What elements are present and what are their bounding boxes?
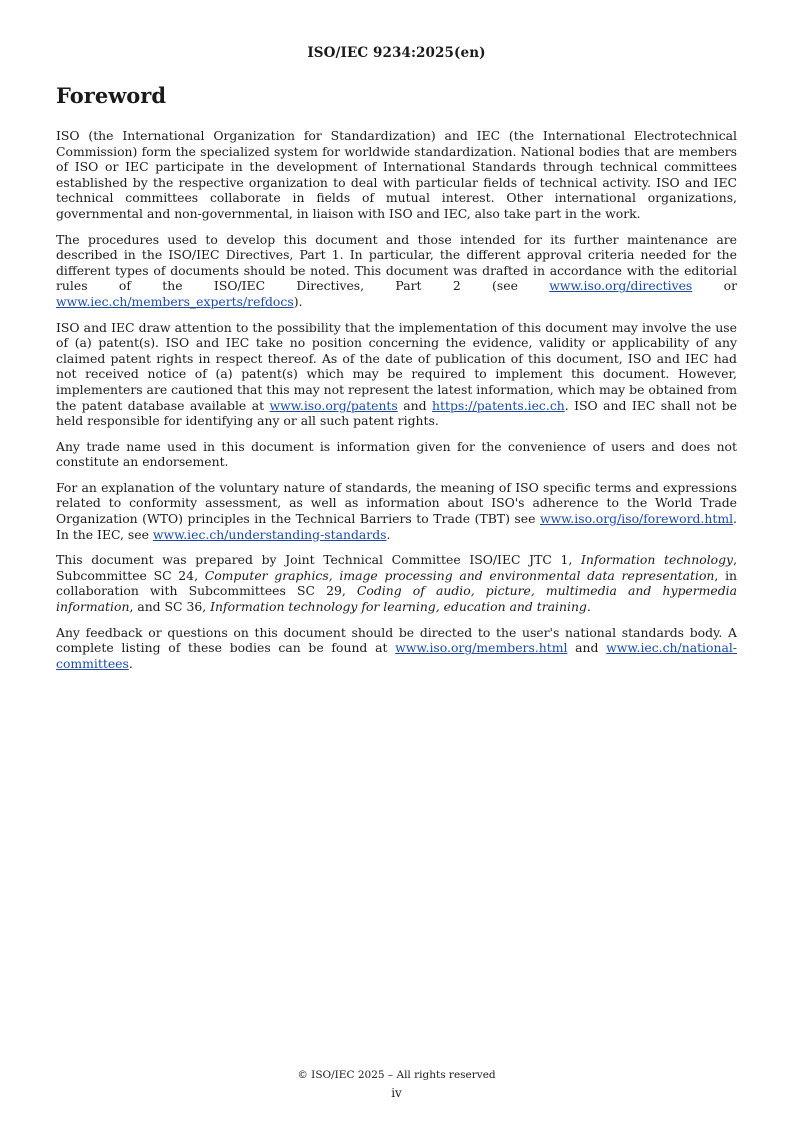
text-span: This document was prepared by Joint Technical Committee ISO/IEC JTC 1, (56, 552, 581, 568)
link-iso-foreword[interactable]: www.iso.org/iso/foreword.html (539, 511, 734, 527)
text-span: The procedures used to develop this document and those intended for its further maintenance are described in the ISO/IEC Directives, Part 1. In particular, the different approval criteria needed for the different types of documents should be noted. This document was drafted in accordance with the editorial rules of the ISO/IEC Directives, Part 2 (see (56, 231, 737, 294)
foreword-body (56, 128, 737, 681)
paragraph-procedures (56, 232, 737, 310)
paragraph-organizations: ISO (the International Organization for Standardization) and IEC (the International Electrotechnical Commission) form the specialized system for worldwide standardization. National bodies that are members of ISO or IEC participate in the development of International Standards through technical committees established by the respective organization to deal with particular fields of technical activity. ISO and IEC technical committees collaborate in fields of mutual interest. Other international organizations, governmental and non-governmental, in liaison with ISO and IEC, also take part in the work. (56, 128, 737, 221)
link-iec-national-committees[interactable]: www.iec.ch/national-committees (56, 640, 737, 671)
paragraph-voluntary-nature (56, 480, 737, 542)
document-id-header: ISO/IEC 9234:2025(en) (307, 45, 486, 61)
page-footer (0, 1066, 793, 1102)
text-span: or (692, 278, 737, 294)
text-span: ). (293, 293, 303, 309)
italic-span: Information technology (581, 552, 734, 568)
text-span: ISO and IEC draw attention to the possibility that the implementation of this document may involve the use of (a) patent(s). ISO and IEC take no position concerning the evidence, validity or applicability of any claimed patent rights in respect thereof. As of the date of publication of this document, ISO and IEC had not received notice of (a) patent(s) which may be required to implement this document. However, implementers are cautioned that this may not represent the latest information, which may be obtained from the patent database available at (56, 319, 737, 413)
link-iso-members[interactable]: www.iso.org/members.html (395, 640, 568, 656)
paragraph-committee (56, 552, 737, 614)
italic-span: Computer graphics, image processing and environmental data representation (204, 567, 715, 583)
text-span: , Subcommittee SC 24, (56, 552, 738, 583)
link-iso-patents[interactable]: www.iso.org/patents (269, 397, 398, 413)
italic-span: Information technology for learning, education and training (210, 599, 587, 615)
text-span: . (386, 526, 391, 542)
text-span: . (128, 655, 133, 671)
text-span: , and SC 36, (129, 599, 211, 615)
paragraph-feedback (56, 625, 737, 672)
link-iec-understanding-standards[interactable]: www.iec.ch/understanding-standards (152, 526, 387, 542)
paragraph-trade-names: Any trade name used in this document is information given for the convenience of users and does not constitute an endorsement. (56, 438, 737, 470)
page-number: iv (391, 1086, 402, 1100)
link-iec-refdocs[interactable]: www.iec.ch/members_experts/refdocs (56, 293, 294, 309)
text-span: , in collaboration with Subcommittees SC 29, (56, 567, 738, 599)
text-span: and (567, 640, 607, 656)
link-iec-patents[interactable]: https://patents.iec.ch (432, 397, 565, 413)
text-span: . ISO and IEC shall not be held responsible for identifying any or all such patent rights. (56, 397, 738, 429)
text-span: . (586, 599, 591, 615)
link-iso-directives[interactable]: www.iso.org/directives (549, 278, 693, 294)
page-title: Foreword (56, 83, 167, 108)
italic-span: Coding of audio, picture, multimedia and hypermedia information (56, 583, 737, 615)
text-span: and (397, 397, 432, 413)
text-span: . In the IEC, see (56, 511, 737, 542)
text-span: For an explanation of the voluntary nature of standards, the meaning of ISO specific terms and expressions related to conformity assessment, as well as information about ISO's adherence to the World Trade Organization (WTO) principles in the Technical Barriers to Trade (TBT) see (56, 479, 737, 527)
paragraph-patents (56, 320, 737, 429)
copyright-notice: © ISO/IEC 2025 – All rights reserved (297, 1069, 496, 1081)
text-span: Any feedback or questions on this document should be directed to the user's national standards body. A complete listing of these bodies can be found at (56, 624, 737, 656)
